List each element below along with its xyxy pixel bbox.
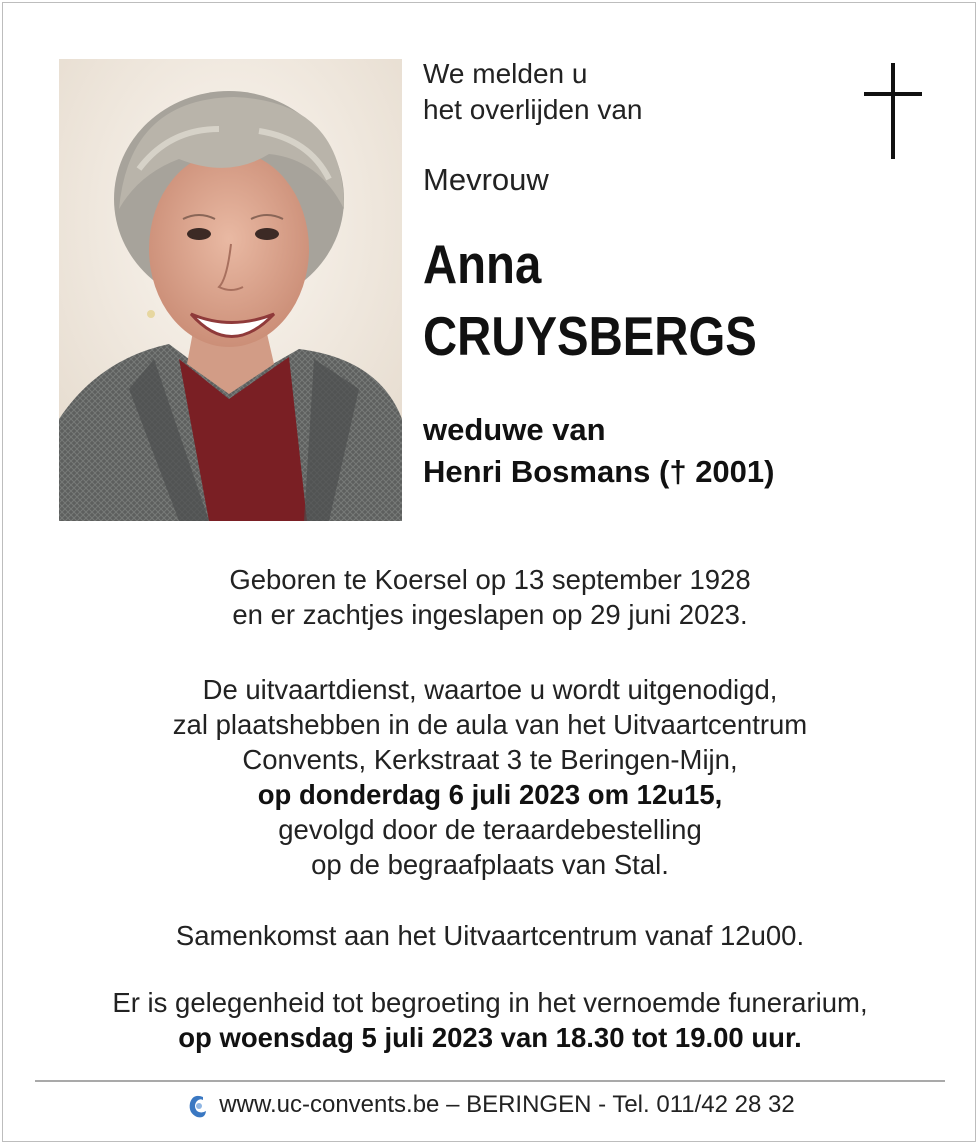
portrait-photo bbox=[59, 59, 402, 521]
spouse-line: weduwe van bbox=[423, 412, 606, 447]
birth-death-block bbox=[0, 562, 980, 632]
first-name: Anna bbox=[423, 233, 542, 295]
visitation-date: op woensdag 5 juli 2023 van 18.30 tot 19.00 uur. bbox=[178, 1022, 802, 1053]
service-block bbox=[0, 672, 980, 882]
deceased-name bbox=[423, 228, 757, 372]
last-name: CRUYSBERGS bbox=[423, 305, 757, 367]
gathering-line: Samenkomst aan het Uitvaartcentrum vanaf 12u00. bbox=[175, 920, 805, 951]
gathering-block bbox=[0, 918, 980, 953]
visitation-line: Er is gelegenheid tot begroeting in het vernoemde funerarium, bbox=[112, 987, 868, 1018]
footer bbox=[0, 1088, 980, 1122]
divider bbox=[35, 1080, 945, 1082]
uc-convents-logo-icon bbox=[185, 1091, 209, 1121]
service-date: op donderdag 6 juli 2023 om 12u15, bbox=[257, 779, 723, 810]
service-line: zal plaatshebben in de aula van het Uitvaartcentrum bbox=[172, 709, 808, 740]
service-line: gevolgd door de teraardebestelling bbox=[278, 814, 702, 845]
spouse-info bbox=[423, 409, 774, 493]
intro-line: We melden u bbox=[423, 58, 588, 89]
visitation-block bbox=[0, 985, 980, 1055]
service-line: op de begraafplaats van Stal. bbox=[311, 849, 669, 880]
cross-icon bbox=[864, 63, 922, 159]
service-line: De uitvaartdienst, waartoe u wordt uitgenodigd, bbox=[202, 674, 778, 705]
footer-contact[interactable]: www.uc-convents.be – BERINGEN - Tel. 011/42 28 32 bbox=[219, 1091, 795, 1118]
service-line: Convents, Kerkstraat 3 te Beringen-Mijn, bbox=[242, 744, 738, 775]
birth-line: Geboren te Koersel op 13 september 1928 bbox=[229, 564, 751, 595]
spouse-line: Henri Bosmans († 2001) bbox=[423, 454, 775, 489]
intro-text bbox=[423, 56, 642, 128]
death-line: en er zachtjes ingeslapen op 29 juni 2023. bbox=[232, 599, 748, 630]
intro-line: het overlijden van bbox=[423, 94, 643, 125]
honorific: Mevrouw bbox=[423, 162, 549, 197]
